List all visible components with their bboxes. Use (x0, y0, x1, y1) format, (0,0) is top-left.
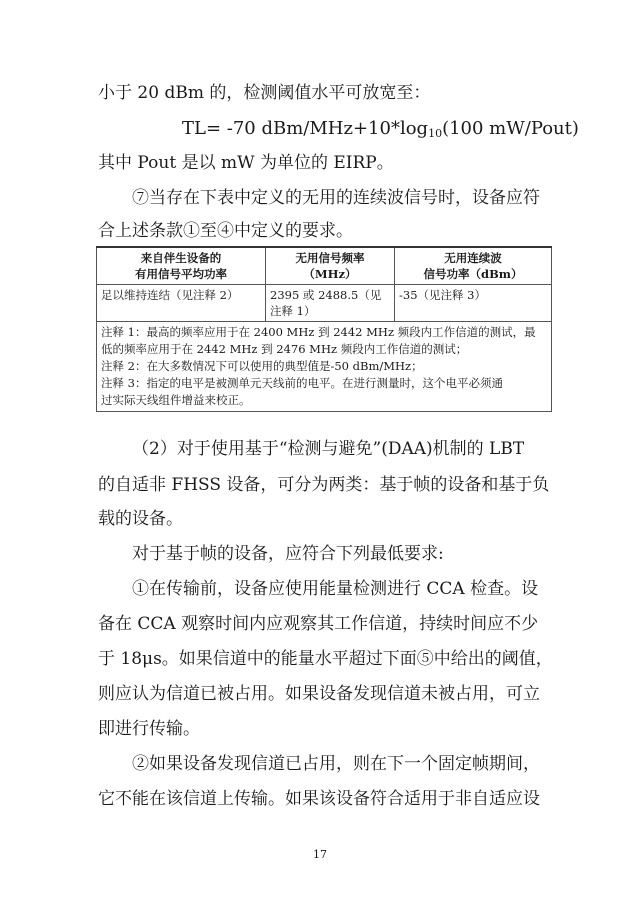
threshold-formula (182, 118, 579, 145)
cell-unwanted-frequency: 2395 或 2488.5（见注释 1） (266, 285, 395, 322)
text-line: ②如果设备发现信道已占用，则在下一个固定帧期间， (132, 754, 540, 774)
table-row (97, 285, 552, 322)
formula-subscript: 10 (428, 127, 443, 140)
text-line: 则应认为信道已被占用。如果设备发现信道未被占用，可立 (98, 684, 540, 704)
text-line: 即进行传输。 (98, 719, 200, 739)
text-line: ⑦当存在下表中定义的无用的连续波信号时，设备应符 (132, 188, 540, 208)
header-wanted-signal: 来自伴生设备的 有用信号平均功率 (97, 247, 266, 285)
note-line: 注释 2：在大多数情况下可以使用的典型值是-50 dBm/MHz； (101, 359, 423, 373)
page-number: 17 (313, 848, 327, 861)
text-line: ①在传输前，设备应使用能量检测进行 CCA 检查。设 (132, 579, 539, 599)
text-line: 其中 Pout 是以 mW 为单位的 EIRP。 (98, 153, 394, 173)
text-line: 合上述条款①至④中定义的要求。 (98, 221, 353, 241)
text-line: 它不能在该信道上传输。如果该设备符合适用于非自适应设 (98, 789, 540, 809)
formula-tail: (100 mW/Pout) (442, 118, 579, 139)
text-line: （2）对于使用基于“检测与避免”(DAA)机制的 LBT (132, 439, 525, 459)
text-line: 小于 20 dBm 的，检测阈值水平可放宽至： (98, 83, 431, 103)
table-header-row (97, 247, 552, 285)
table-notes-row (97, 322, 552, 412)
note-line: 低的频率应用于在 2442 MHz 到 2476 MHz 频段内工作信道的测试； (101, 342, 468, 356)
text-line: 备在 CCA 观察时间内应观察其工作信道，持续时间应不少 (98, 614, 539, 634)
header-unwanted-frequency: 无用信号频率 （MHz） (266, 247, 395, 285)
cell-unwanted-power: -35（见注释 3） (395, 285, 552, 322)
text-line: 载的设备。 (98, 509, 183, 529)
header-unwanted-power: 无用连续波 信号功率（dBm） (395, 247, 552, 285)
note-line: 过实际天线组件增益来校正。 (101, 393, 251, 407)
text-line: 于 18μs。如果信道中的能量水平超过下面⑤中给出的阈值， (98, 649, 553, 669)
unwanted-signal-table (96, 246, 552, 412)
text-line: 的自适非 FHSS 设备，可分为两类：基于帧的设备和基于负 (98, 475, 550, 495)
table-notes (97, 322, 552, 412)
text-line: 对于基于帧的设备，应符合下列最低要求: (132, 544, 444, 564)
cell-wanted-signal: 足以维持连结（见注释 2） (97, 285, 266, 322)
note-line: 注释 1：最高的频率应用于在 2400 MHz 到 2442 MHz 频段内工作信道的测试，最 (101, 325, 536, 339)
note-line: 注释 3：指定的电平是被测单元天线前的电平。在进行测量时，这个电平必须通 (101, 376, 503, 390)
formula-main: TL= -70 dBm/MHz+10*log (182, 118, 429, 139)
